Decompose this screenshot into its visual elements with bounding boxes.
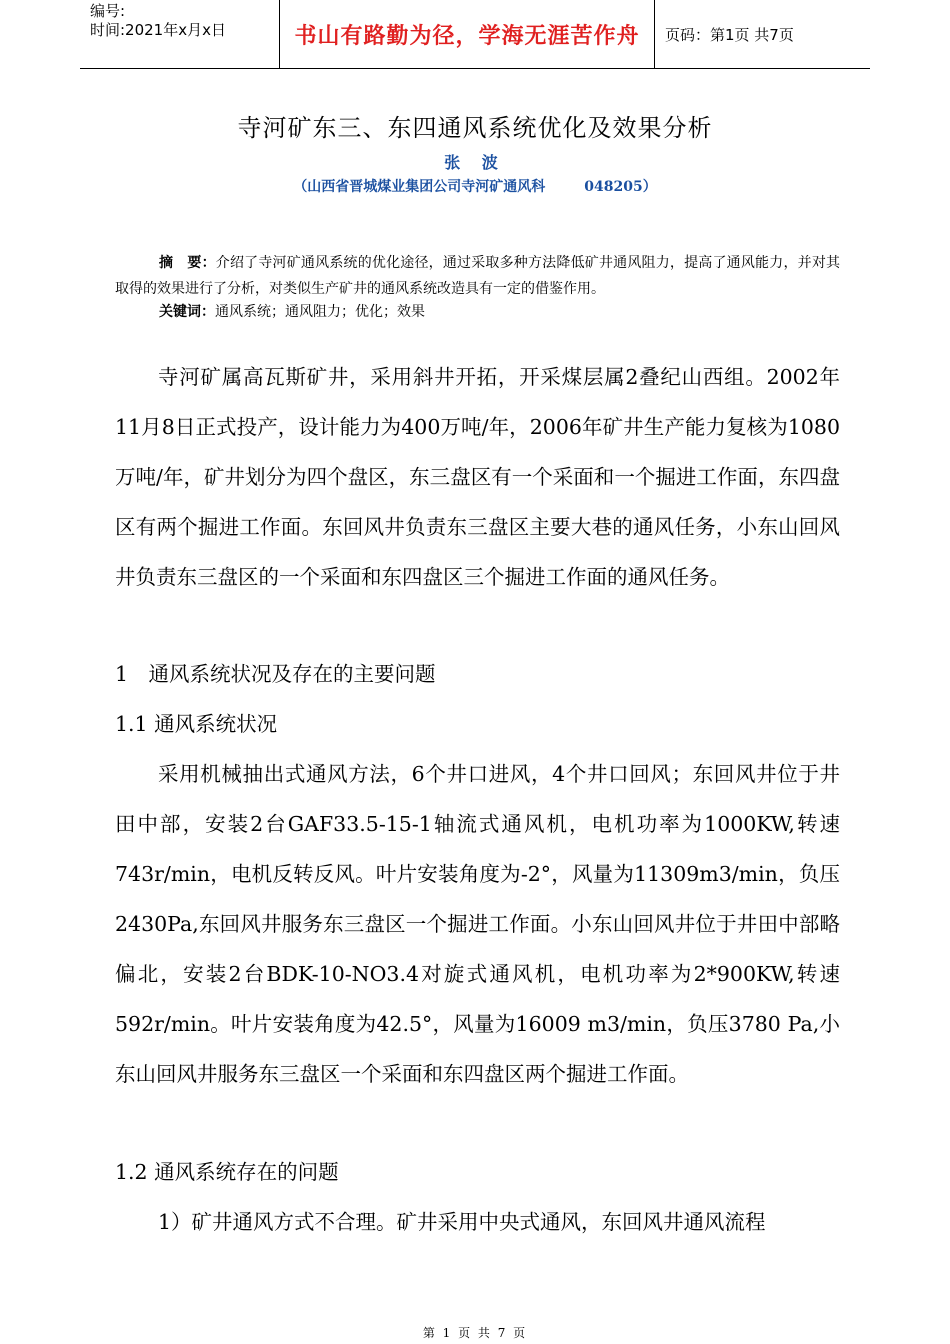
keywords [159,300,839,324]
header-page-info: 页码：第1页 共7页 [665,25,794,44]
header-motto: 书山有路勤为径，学海无涯苦作舟 [294,23,640,49]
ventilation-status-paragraph: 采用机械抽出式通风方法，6个井口进风，4个井口回风；东回风井位于井田中部，安装2台GAF33.5-15-1轴流式通风机，电机功率为1000KW,转速743r/min，电机反转反风。叶片安装角度为-2°，风量为11309m3/min，负压2430Pa,东回风井服务东三盘区一个掘进工作面。小东山回风井位于井田中部略偏北，安装2台BDK-10-NO3.4对旋式通风机，电机功率为2*900KW,转速592r/min。叶片安装角度为42.5°，风量为16009 m3/min，负压3780 Pa,小东山回风井服务东三盘区一个采面和东四盘区两个掘进工作面。 [115,762,840,1086]
number-label: 编号: [90,2,126,20]
page-footer: 第 1 页 共 7 页 [422,1326,528,1340]
time-label: 时间:2021年x月x日 [90,21,226,39]
header-meta [80,0,280,68]
section-heading-1-1: 1.1 通风系统状况 [115,712,278,736]
problems-paragraph: 1）矿井通风方式不合理。矿井采用中央式通风，东回风井通风流程 [158,1210,766,1234]
keywords-label: 关键词： [159,304,215,320]
paper-title: 寺河矿东三、东四通风系统优化及效果分析 [237,114,713,142]
section-heading-1-2: 1.2 通风系统存在的问题 [115,1160,339,1184]
intro-paragraph: 寺河矿属高瓦斯矿井，采用斜井开拓，开采煤层属2叠纪山西组。2002年11月8日正式投产，设计能力为400万吨/年，2006年矿井生产能力复核为1080万吨/年，矿井划分为四个盘区，东三盘区有一个采面和一个掘进工作面，东四盘区有两个掘进工作面。东回风井负责东三盘区主要大巷的通风任务，小东山回风井负责东三盘区的一个采面和东四盘区三个掘进工作面的通风任务。 [115,365,840,589]
paper-author: 张 波 [444,153,506,172]
abstract-text: 介绍了寺河矿通风系统的优化途径，通过采取多种方法降低矿井通风阻力，提高了通风能力，并对其取得的效果进行了分析，对类似生产矿井的通风系统改造具有一定的借鉴作用。 [115,255,841,297]
abstract-label: 摘 要： [159,255,216,271]
section-heading-1: 1 通风系统状况及存在的主要问题 [115,662,436,686]
keywords-text: 通风系统；通风阻力；优化；效果 [215,304,425,320]
abstract [115,250,840,302]
header-page-info-cell [655,0,870,68]
paper-affiliation: （山西省晋城煤业集团公司寺河矿通风科 048205） [293,179,657,195]
header-motto-cell [280,0,655,68]
page-header [80,0,870,69]
